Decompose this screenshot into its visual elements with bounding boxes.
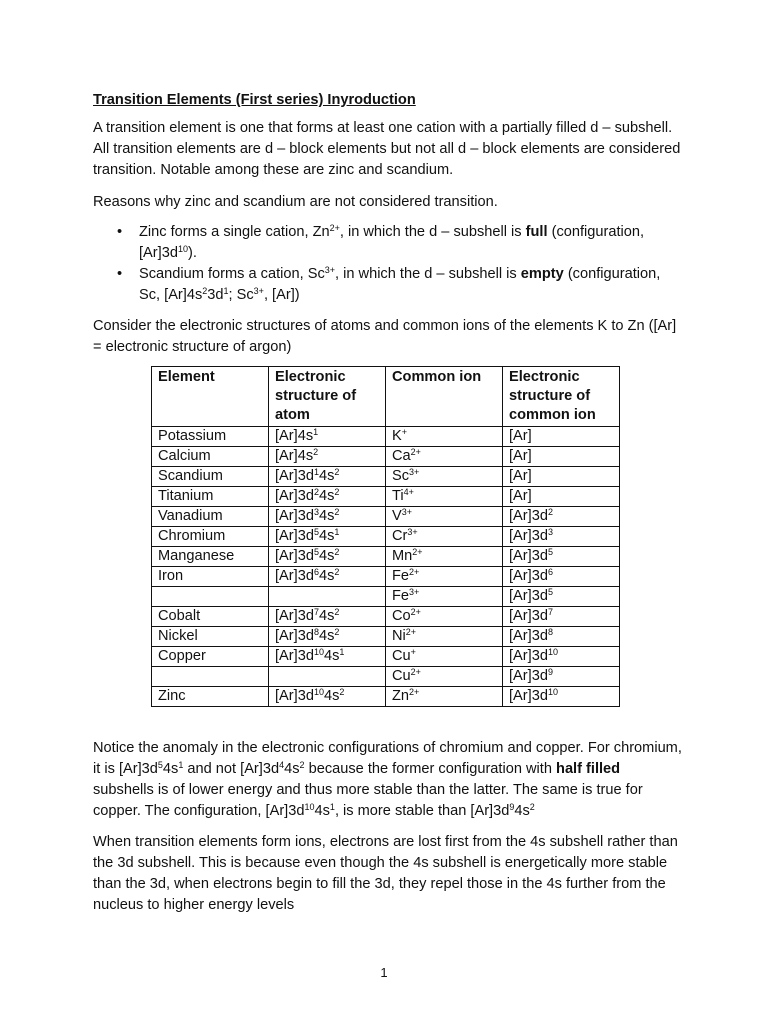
cell-element: Chromium bbox=[152, 527, 269, 547]
column-header-atom-structure: Electronic structure of atom bbox=[269, 367, 386, 427]
table-row bbox=[152, 607, 620, 627]
cell-ion-structure: $[Ar]3d^5$ bbox=[503, 587, 620, 607]
cell-element: Zinc bbox=[152, 687, 269, 707]
cell-common-ion: $Fe^{2+}$ bbox=[386, 567, 503, 587]
cell-element: Titanium bbox=[152, 487, 269, 507]
cell-ion-structure: $[Ar]3d^9$ bbox=[503, 667, 620, 687]
cell-common-ion: K+ bbox=[386, 427, 503, 447]
cell-common-ion: $Cr^{3+}$ bbox=[386, 527, 503, 547]
cell-element bbox=[152, 667, 269, 687]
anomaly-paragraph: Notice the anomaly in the electronic configurations of chromium and copper. For chromium, it is $[Ar]3d^54s^1$ and not $[Ar]3d^44s^2$ because the former configuration with half filled subshells is of lower energy and thus more stable than the latter. The same is true for copper. The configuration, $[Ar]3d^{10}4s^1$, is more stable than $[Ar]3d^94s^2$ bbox=[93, 740, 682, 819]
cell-element: Scandium bbox=[152, 467, 269, 487]
table-row bbox=[152, 587, 620, 607]
cell-ion-structure: $[Ar]3d^2$ bbox=[503, 507, 620, 527]
ions-paragraph: When transition elements form ions, electrons are lost first from the 4s subshell rather than the 3d subshell. This is because even though the 4s subshell is energetically more stable than the 3d, when electrons begin to fill the 3d, they repel those in the 4s further from the nucleus to higher energy levels bbox=[93, 834, 678, 913]
cell-common-ion: $Ti^{4+}$ bbox=[386, 487, 503, 507]
emphasis-empty: empty bbox=[520, 266, 564, 282]
bullet-icon: • bbox=[117, 224, 123, 240]
cell-element: Cobalt bbox=[152, 607, 269, 627]
table-row bbox=[152, 527, 620, 547]
cell-common-ion: $Ni^{2+}$ bbox=[386, 627, 503, 647]
cell-atom-structure: $[Ar]3d^54s^2$ bbox=[269, 547, 386, 567]
cell-ion-structure: [Ar] bbox=[503, 487, 620, 507]
cell-ion-structure: $[Ar]3d^6$ bbox=[503, 567, 620, 587]
emphasis-half-filled: half filled bbox=[556, 761, 621, 777]
table-row bbox=[152, 627, 620, 647]
column-header-ion-structure: Electronic structure of common ion bbox=[503, 367, 620, 427]
table-row bbox=[152, 687, 620, 707]
emphasis-full: full bbox=[525, 224, 548, 240]
list-item-scandium: • Scandium forms a cation, $Sc^{3+}$, in which the d – subshell is empty (configuration, Sc, $[Ar]4s^23d^1$; $Sc^{3+}$, [Ar]) bbox=[117, 265, 661, 303]
page-title: Transition Elements (First series) Inyroduction bbox=[93, 92, 416, 108]
cell-common-ion: $Fe^{3+}$ bbox=[386, 587, 503, 607]
table-row bbox=[152, 427, 620, 447]
cell-atom-structure: $[Ar]3d^54s^1$ bbox=[269, 527, 386, 547]
cell-common-ion: $V^{3+}$ bbox=[386, 507, 503, 527]
cell-atom-structure: $[Ar]4s^2$ bbox=[269, 447, 386, 467]
cell-common-ion: $Sc^{3+}$ bbox=[386, 467, 503, 487]
table-row bbox=[152, 487, 620, 507]
cell-common-ion: $Cu^{2+}$ bbox=[386, 667, 503, 687]
table-row bbox=[152, 647, 620, 667]
cell-element: Calcium bbox=[152, 447, 269, 467]
cell-common-ion: $Zn^{2+}$ bbox=[386, 687, 503, 707]
cell-atom-structure bbox=[269, 587, 386, 607]
table-body bbox=[152, 427, 620, 707]
cell-common-ion: $Ca^{2+}$ bbox=[386, 447, 503, 467]
cell-common-ion: $Mn^{2+}$ bbox=[386, 547, 503, 567]
cell-ion-structure: [Ar] bbox=[503, 447, 620, 467]
cell-element: Nickel bbox=[152, 627, 269, 647]
bullet-icon: • bbox=[117, 266, 123, 282]
cell-element: Iron bbox=[152, 567, 269, 587]
table-row bbox=[152, 667, 620, 687]
table-row bbox=[152, 447, 620, 467]
cell-atom-structure: $[Ar]3d^84s^2$ bbox=[269, 627, 386, 647]
intro-paragraph: A transition element is one that forms at least one cation with a partially filled d – subshell. All transition elements are d – block elements but not all d – block elements are considered transition. Notable among these are zinc and scandium. bbox=[93, 120, 681, 178]
consider-paragraph: Consider the electronic structures of atoms and common ions of the elements K to Zn ([Ar] = electronic structure of argon) bbox=[93, 318, 677, 355]
cell-ion-structure: [Ar] bbox=[503, 427, 620, 447]
table-row bbox=[152, 507, 620, 527]
table-row bbox=[152, 567, 620, 587]
cell-ion-structure: [Ar] bbox=[503, 467, 620, 487]
cell-element: Copper bbox=[152, 647, 269, 667]
cell-atom-structure: $[Ar]3d^24s^2$ bbox=[269, 487, 386, 507]
cell-ion-structure: $[Ar]3d^8$ bbox=[503, 627, 620, 647]
cell-atom-structure: $[Ar]4s^1$ bbox=[269, 427, 386, 447]
cell-ion-structure: $[Ar]3d^5$ bbox=[503, 547, 620, 567]
cell-ion-structure: $[Ar]3d^3$ bbox=[503, 527, 620, 547]
cell-element bbox=[152, 587, 269, 607]
cell-atom-structure: $[Ar]3d^14s^2$ bbox=[269, 467, 386, 487]
cell-element: Potassium bbox=[152, 427, 269, 447]
reasons-list bbox=[93, 222, 683, 306]
electronic-structure-table bbox=[151, 366, 620, 707]
cell-atom-structure bbox=[269, 667, 386, 687]
table-row bbox=[152, 467, 620, 487]
cell-ion-structure: $[Ar]3d^{10}$ bbox=[503, 647, 620, 667]
reasons-intro: Reasons why zinc and scandium are not considered transition. bbox=[93, 194, 498, 210]
cell-atom-structure: $[Ar]3d^{10}4s^2$ bbox=[269, 687, 386, 707]
cell-common-ion: Cu+ bbox=[386, 647, 503, 667]
cell-element: Manganese bbox=[152, 547, 269, 567]
cell-ion-structure: $[Ar]3d^{10}$ bbox=[503, 687, 620, 707]
cell-atom-structure: $[Ar]3d^{10}4s^1$ bbox=[269, 647, 386, 667]
column-header-element: Element bbox=[152, 367, 269, 427]
list-item-zinc: • Zinc forms a single cation, $Zn^{2+}$, in which the d – subshell is full (configuration, $[Ar]3d^{10}$). bbox=[117, 223, 645, 261]
cell-common-ion: $Co^{2+}$ bbox=[386, 607, 503, 627]
table-row bbox=[152, 547, 620, 567]
cell-ion-structure: $[Ar]3d^7$ bbox=[503, 607, 620, 627]
cell-atom-structure: $[Ar]3d^74s^2$ bbox=[269, 607, 386, 627]
cell-atom-structure: $[Ar]3d^34s^2$ bbox=[269, 507, 386, 527]
cell-element: Vanadium bbox=[152, 507, 269, 527]
cell-atom-structure: $[Ar]3d^64s^2$ bbox=[269, 567, 386, 587]
column-header-common-ion: Common ion bbox=[386, 367, 503, 427]
table-header-row bbox=[152, 367, 620, 427]
page-number: 1 bbox=[380, 965, 388, 980]
